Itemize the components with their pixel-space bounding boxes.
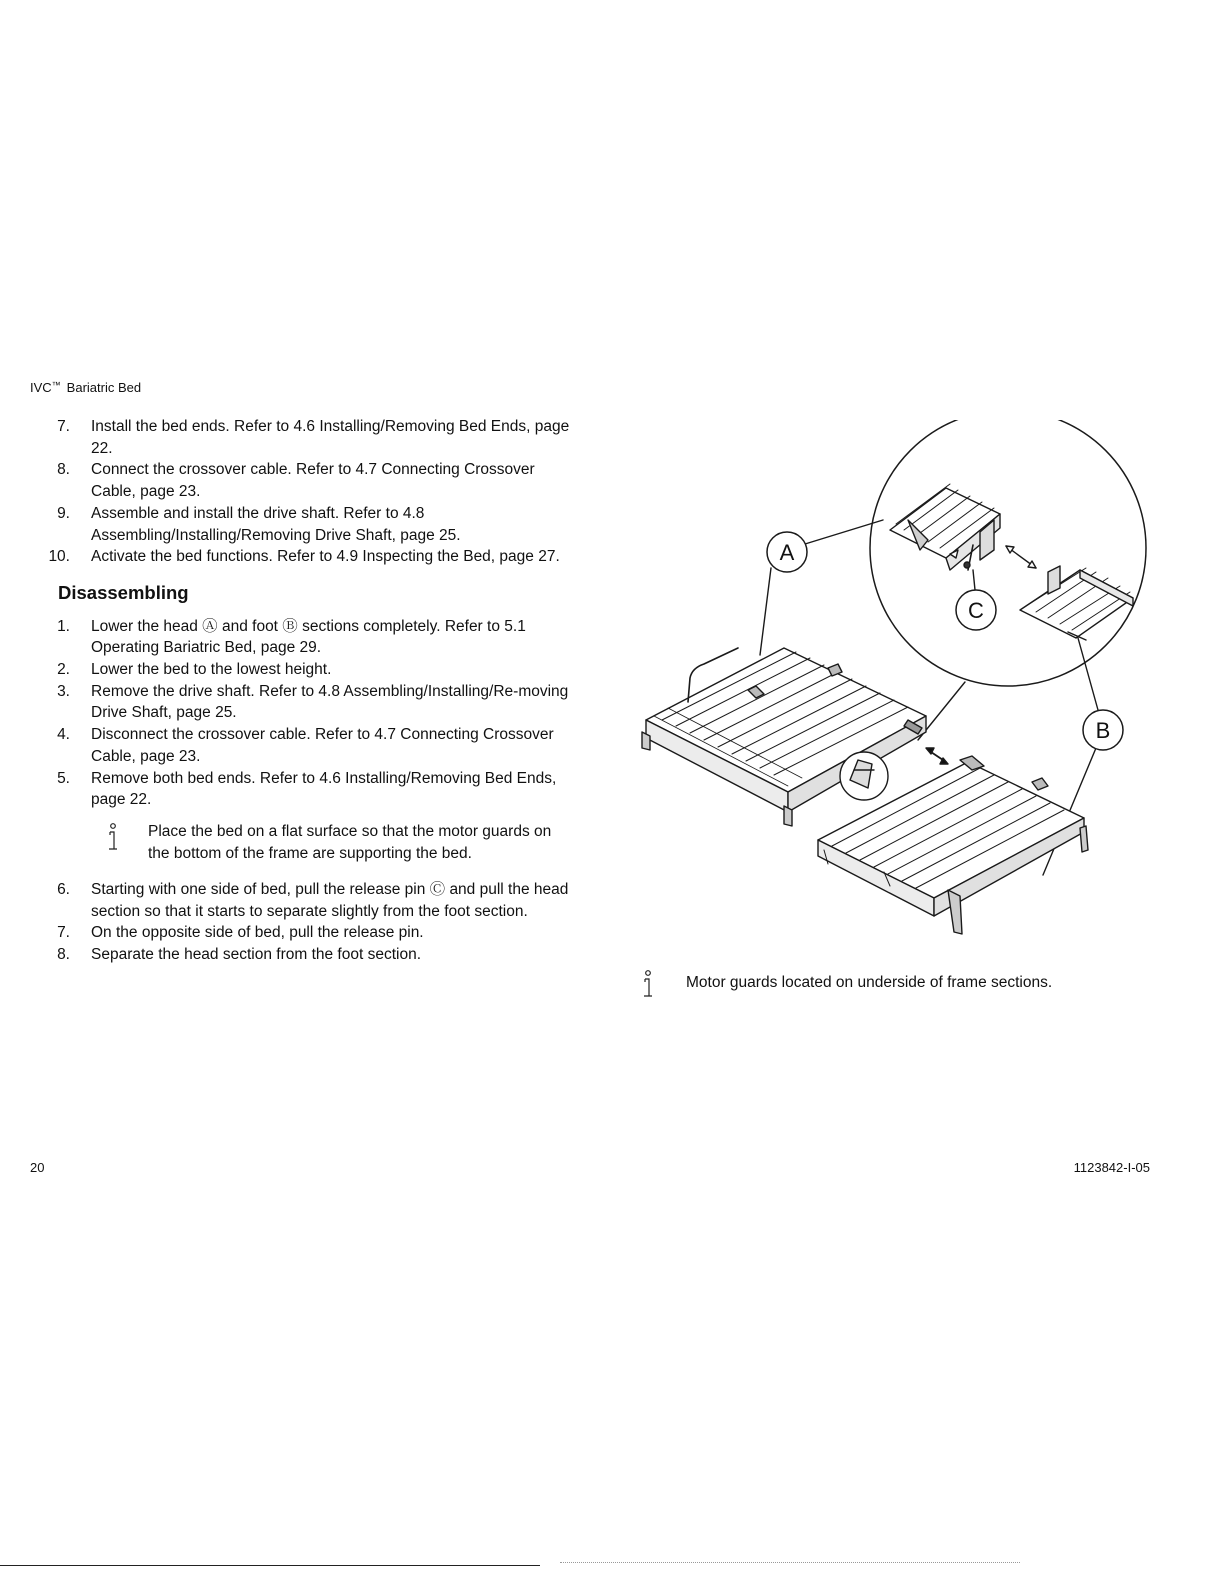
list-item: [30, 724, 575, 767]
list-item: [30, 616, 575, 659]
step-number: 5.: [57, 769, 70, 787]
info-icon: [107, 823, 119, 853]
step-text: Remove the drive shaft. Refer to 4.8 Assembling/Installing/Re-moving Drive Shaft, page 25.: [91, 682, 569, 722]
trademark-symbol: ™: [51, 380, 61, 390]
step-number: 4.: [57, 726, 70, 744]
step-text: Remove both bed ends. Refer to 4.6 Installing/Removing Bed Ends, page 22.: [91, 769, 557, 809]
list-item: [30, 879, 575, 922]
step-number: 8.: [57, 461, 70, 479]
document-number: 1123842-I-05: [1073, 1160, 1150, 1175]
instructions-column: [30, 416, 575, 966]
list-item: [30, 922, 575, 944]
head-section-frame: [642, 648, 926, 826]
detail-circle: [870, 420, 1146, 686]
list-item: [30, 546, 575, 568]
step-number: 6.: [57, 880, 70, 898]
callout-a-label: A: [779, 540, 795, 565]
assembly-steps: [30, 416, 575, 568]
list-item: [30, 659, 575, 681]
step-number: 8.: [57, 946, 70, 964]
step-text: Install the bed ends. Refer to 4.6 Installing/Removing Bed Ends, page 22.: [91, 418, 570, 457]
step-text: Connect the crossover cable. Refer to 4.7 Connecting Crossover Cable, page 23.: [91, 461, 535, 501]
bottom-dotted-rule: [560, 1562, 1020, 1565]
list-item: [30, 416, 575, 459]
step-text: On the opposite side of bed, pull the release pin.: [91, 924, 424, 942]
step-text: Activate the bed functions. Refer to 4.9 Inspecting the Bed, page 27.: [91, 548, 560, 566]
figure-note-text: Motor guards located on underside of frame sections.: [686, 974, 1053, 991]
page-number: 20: [30, 1160, 45, 1175]
separation-arrow: [926, 748, 948, 764]
bed-separation-illustration: [628, 420, 1168, 945]
list-item: [30, 503, 575, 546]
step-number: 7.: [57, 418, 70, 435]
header-title: Bariatric Bed: [66, 380, 142, 395]
list-item: [30, 944, 575, 966]
step-number: 1.: [57, 617, 70, 635]
callout-b-label: B: [1095, 718, 1111, 743]
disassembly-steps-continued: [30, 879, 575, 966]
list-item: [30, 681, 575, 724]
step-number: 10.: [48, 548, 70, 566]
step-number: 9.: [57, 504, 70, 522]
step-number: 2.: [57, 661, 70, 679]
bottom-rule: [0, 1565, 540, 1566]
callout-c-label: C: [968, 598, 984, 623]
step-text: Separate the head section from the foot section.: [91, 946, 422, 964]
step-text: Lower the head Ⓐ and foot Ⓑ sections completely. Refer to 5.1 Operating Bariatric Bed, page 29.: [91, 617, 526, 657]
step-number: 3.: [57, 682, 70, 700]
note-text: Place the bed on a flat surface so that the motor guards on the bottom of the frame are supporting the bed.: [148, 822, 552, 862]
motor-guard-detail: [840, 752, 888, 800]
section-heading: Disassembling: [58, 581, 189, 603]
list-item: [30, 768, 575, 811]
step-text: Starting with one side of bed, pull the release pin Ⓒ and pull the head section so that it starts to separate slightly from the foot section.: [91, 880, 569, 920]
step-text: Assemble and install the drive shaft. Refer to 4.8 Assembling/Installing/Removing Drive Shaft, page 25.: [91, 504, 461, 544]
info-icon: [642, 970, 654, 1000]
header-product: IVC: [30, 380, 52, 395]
list-item: [30, 459, 575, 502]
step-text: Lower the bed to the lowest height.: [91, 661, 332, 679]
running-header: [30, 380, 141, 395]
disassembly-steps: [30, 616, 575, 811]
info-note: [30, 821, 575, 865]
step-number: 7.: [57, 924, 70, 942]
step-text: Disconnect the crossover cable. Refer to 4.7 Connecting Crossover Cable, page 23.: [91, 726, 554, 765]
